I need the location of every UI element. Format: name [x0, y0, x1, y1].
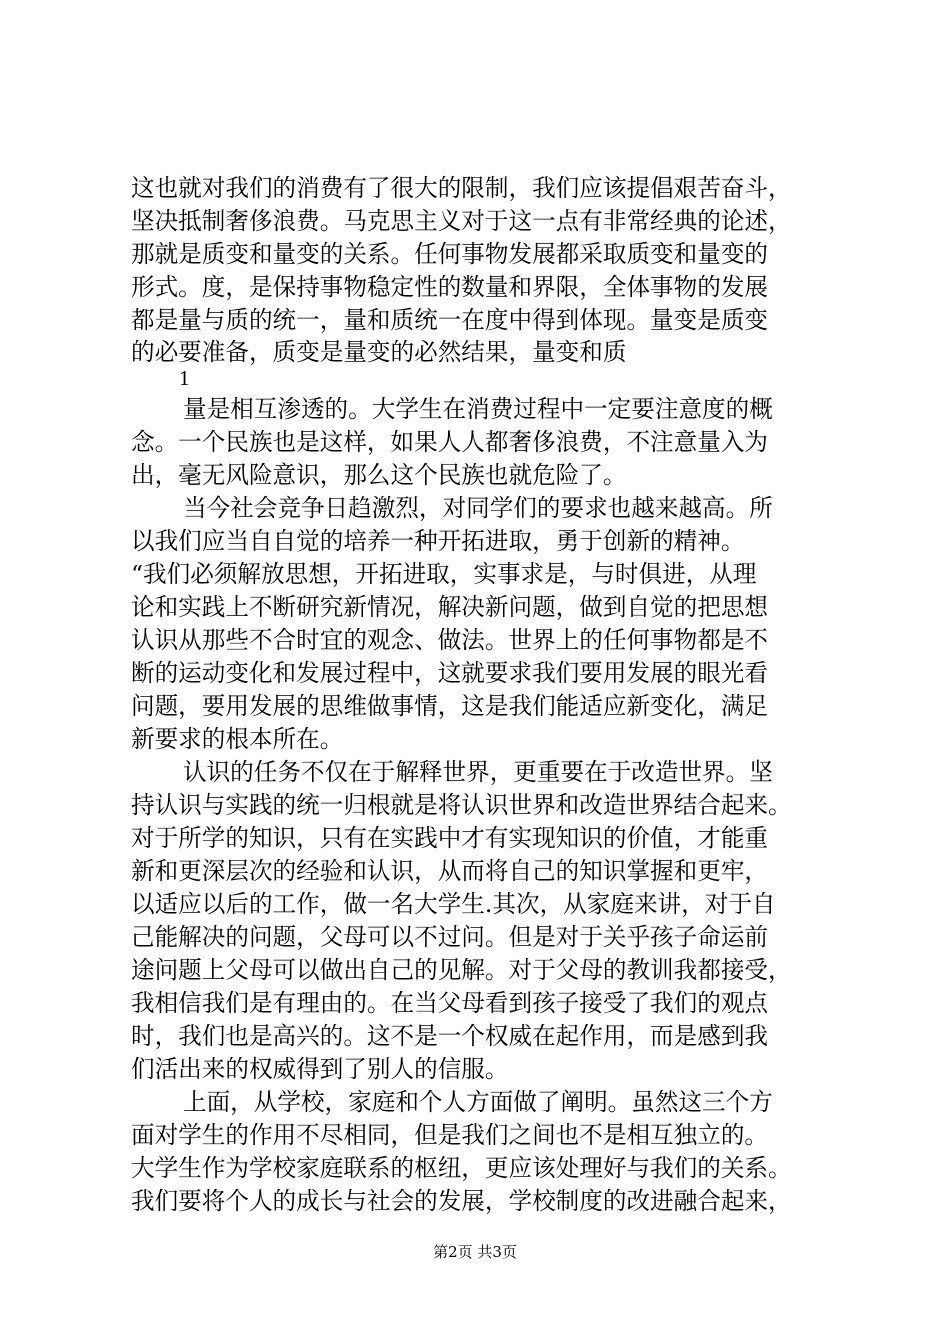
text-line: 以我们应当自自觉的培养一种开拓进取，勇于创新的精神。: [131, 527, 745, 555]
text-line: 新和更深层次的经验和认识，从而将自己的知识掌握和更牢，: [131, 857, 769, 885]
inline-page-number: 1: [179, 366, 190, 390]
text-line: 持认识与实践的统一归根就是将认识世界和改造世界结合起来。: [131, 791, 792, 819]
paragraph-first-line: 上面，从学校，家庭和个人方面做了阐明。虽然这三个方: [183, 1088, 773, 1116]
text-line: 断的运动变化和发展过程中，这就要求我们要用发展的眼光看: [131, 659, 769, 687]
text-line: 论和实践上不断研究新情况，解决新问题，做到自觉的把思想: [131, 593, 769, 621]
text-line: 坚决抵制奢侈浪费。马克思主义对于这一点有非常经典的论述，: [131, 207, 792, 235]
text-line: 途问题上父母可以做出自己的见解。对于父母的教训我都接受，: [131, 956, 792, 984]
text-line: 都是量与质的统一，量和质统一在度中得到体现。量变是质变: [131, 306, 769, 334]
text-line: 念。一个民族也是这样，如果人人都奢侈浪费，不注意量入为: [131, 428, 769, 456]
text-line: 对于所学的知识，只有在实践中才有实现知识的价值，才能重: [131, 824, 769, 852]
text-line: 面对学生的作用不尽相同，但是我们之间也不是相互独立的。: [131, 1121, 769, 1149]
paragraph-first-line: 量是相互渗透的。大学生在消费过程中一定要注意度的概: [183, 395, 773, 423]
text-line: 时，我们也是高兴的。这不是一个权威在起作用，而是感到我: [131, 1022, 769, 1050]
text-line: 那就是质变和量变的关系。任何事物发展都采取质变和量变的: [131, 240, 769, 268]
text-line: 己能解决的问题，父母可以不过问。但是对于关乎孩子命运前: [131, 923, 769, 951]
text-line: 这也就对我们的消费有了很大的限制，我们应该提倡艰苦奋斗，: [131, 174, 792, 202]
paragraph-first-line: 认识的任务不仅在于解释世界，更重要在于改造世界。坚: [183, 758, 773, 786]
text-line: 我们要将个人的成长与社会的发展，学校制度的改进融合起来，: [131, 1187, 792, 1215]
text-line: 的必要准备，质变是量变的必然结果，量变和质: [131, 338, 627, 366]
text-line: 以适应以后的工作，做一名大学生.其次，从家庭来讲，对于自: [131, 890, 776, 918]
text-line: 们活出来的权威得到了别人的信服。: [131, 1055, 509, 1083]
text-line: 新要求的根本所在。: [131, 725, 344, 753]
text-line: 出，毫无风险意识，那么这个民族也就危险了。: [131, 461, 627, 489]
text-line: 认识从那些不合时宜的观念、做法。世界上的任何事物都是不: [131, 626, 769, 654]
text-line: 大学生作为学校家庭联系的枢纽，更应该处理好与我们的关系。: [131, 1154, 792, 1182]
text-line: 问题，要用发展的思维做事情，这是我们能适应新变化，满足: [131, 692, 769, 720]
text-line: “我们必须解放思想，开拓进取，实事求是，与时俱进，从理: [131, 560, 757, 588]
text-line: 我相信我们是有理由的。在当父母看到孩子接受了我们的观点: [131, 989, 769, 1017]
page-footer: 第2页 共3页: [433, 1243, 517, 1261]
paragraph-first-line: 当今社会竞争日趋激烈，对同学们的要求也越来越高。所: [183, 494, 773, 522]
text-line: 形式。度，是保持事物稳定性的数量和界限，全体事物的发展: [131, 273, 769, 301]
